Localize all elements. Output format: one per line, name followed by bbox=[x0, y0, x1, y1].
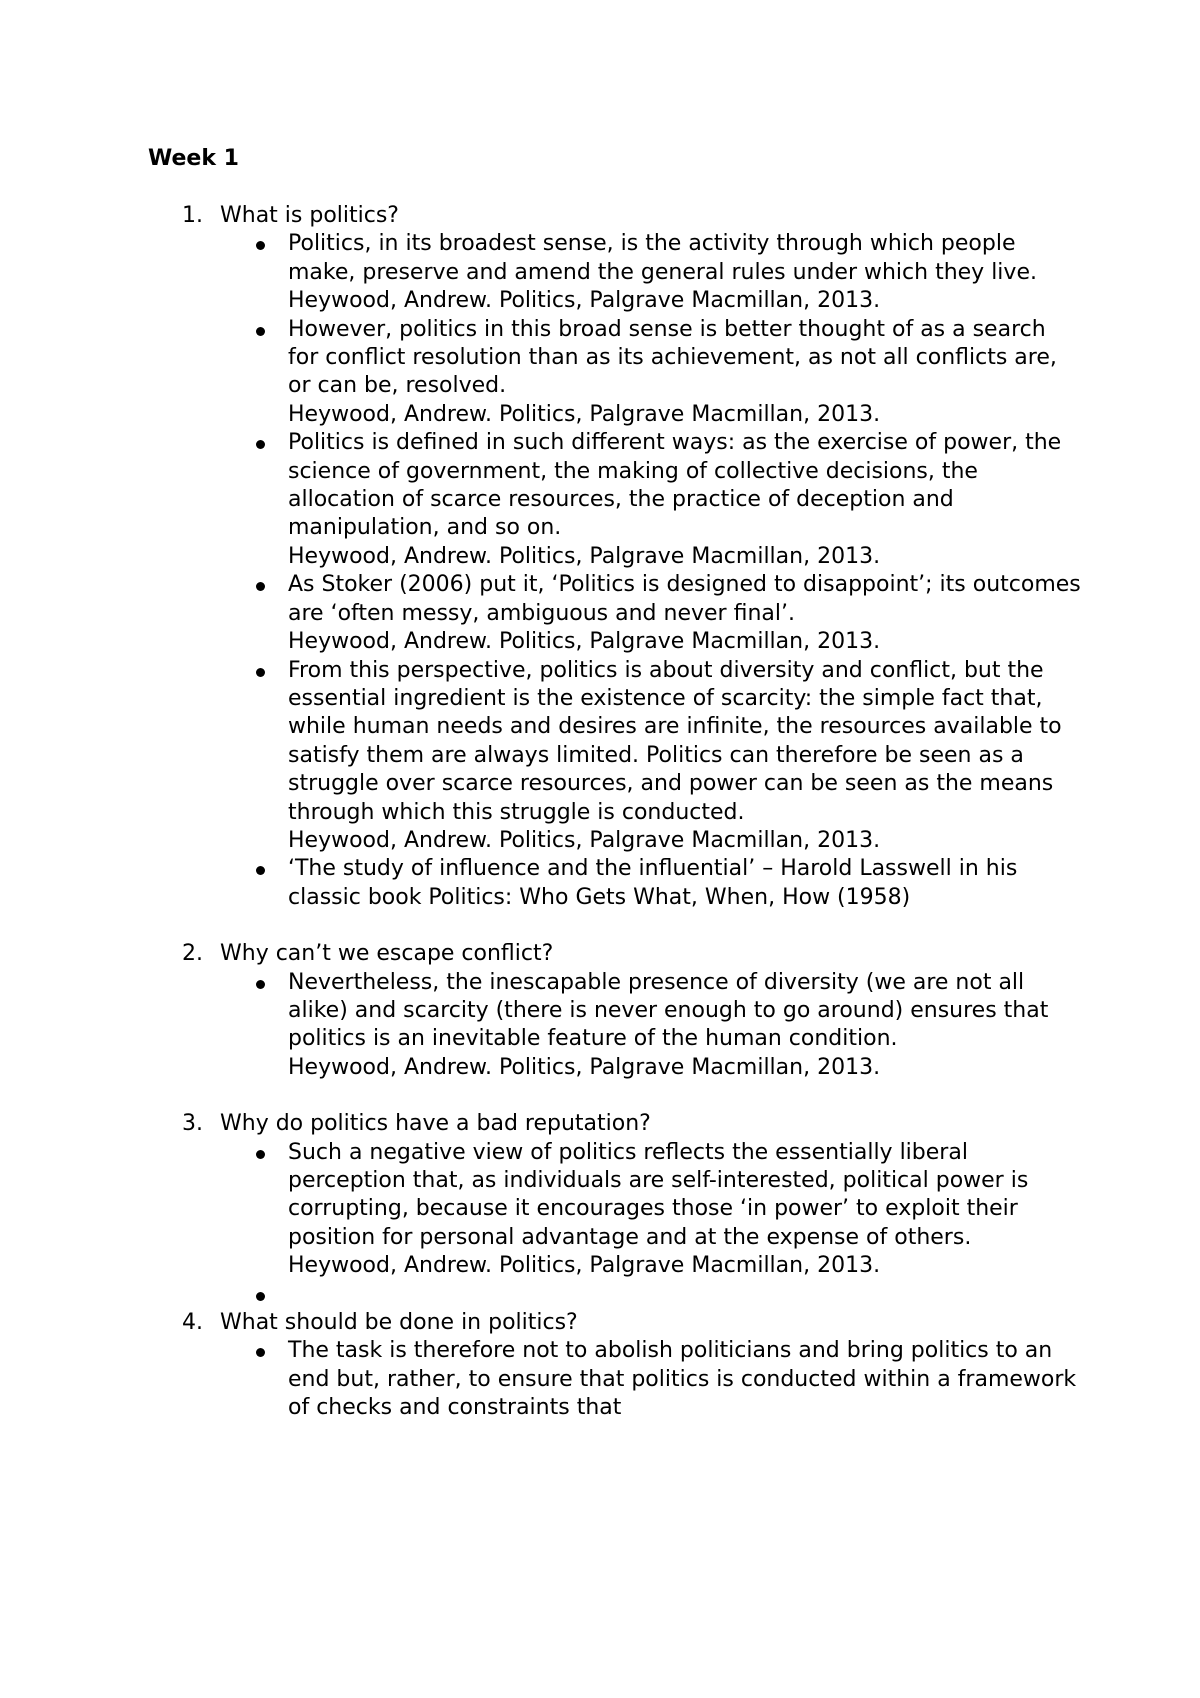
bullet-icon bbox=[254, 855, 288, 912]
question-text: What is politics? bbox=[220, 203, 399, 228]
bullet-item bbox=[254, 1139, 1082, 1281]
bullet-icon bbox=[254, 571, 288, 656]
citation: Heywood, Andrew. Politics, Palgrave Macmillan, 2013. bbox=[288, 827, 881, 853]
bullet-list bbox=[254, 230, 1082, 912]
question-number: 2. bbox=[182, 941, 203, 967]
bullet-text: Nevertheless, the inescapable presence of diversity (we are not all alike) and scarcity (there is never enough to go around) ensures that politics is an inevitable feature of the human condition. bbox=[288, 969, 1049, 1052]
bullet-item bbox=[254, 855, 1082, 912]
bullet-icon bbox=[254, 1281, 288, 1309]
bullet-icon bbox=[254, 1139, 288, 1281]
bullet-list bbox=[254, 1139, 1082, 1309]
bullet-text: ‘The study of influence and the influential’ – Harold Lasswell in his classic book Politics: Who Gets What, When, How (1958) bbox=[288, 856, 1018, 910]
bullet-icon bbox=[254, 316, 288, 430]
bullet-icon bbox=[254, 1337, 288, 1422]
bullet-item bbox=[254, 230, 1082, 315]
bullet-item bbox=[254, 429, 1082, 571]
bullet-list bbox=[254, 969, 1082, 1083]
bullet-item bbox=[254, 1337, 1082, 1422]
bullet-icon bbox=[254, 429, 288, 571]
bullet-text: However, politics in this broad sense is better thought of as a search for conflict resolution than as its achievement, as not all conflicts are, or can be, resolved. bbox=[288, 316, 1057, 399]
bullet-icon bbox=[254, 969, 288, 1083]
bullet-text: Politics is defined in such different ways: as the exercise of power, the science of government, the making of collective decisions, the allocation of scarce resources, the practice of deception and manipulation, and so on. bbox=[288, 430, 1062, 541]
question-item bbox=[182, 202, 1082, 940]
question-text: Why do politics have a bad reputation? bbox=[220, 1111, 651, 1137]
bullet-text: The task is therefore not to abolish politicians and bring politics to an end but, rather, to ensure that politics is conducted within a framework of checks and constraints that bbox=[288, 1338, 1077, 1421]
question-number: 1. bbox=[182, 203, 203, 228]
bullet-text: Politics, in its broadest sense, is the activity through which people make, preserve and amend the general rules under which they live. bbox=[288, 231, 1037, 285]
citation: Heywood, Andrew. Politics, Palgrave Macmillan, 2013. bbox=[288, 1253, 881, 1279]
question-item bbox=[182, 1309, 1082, 1423]
citation: Heywood, Andrew. Politics, Palgrave Macmillan, 2013. bbox=[288, 401, 881, 427]
question-text: What should be done in politics? bbox=[220, 1310, 578, 1336]
question-number: 4. bbox=[182, 1310, 203, 1336]
bullet-item bbox=[254, 316, 1082, 430]
citation: Heywood, Andrew. Politics, Palgrave Macmillan, 2013. bbox=[288, 543, 881, 569]
question-item bbox=[182, 940, 1082, 1110]
bullet-text: As Stoker (2006) put it, ‘Politics is designed to disappoint’; its outcomes are ‘often messy, ambiguous and never final’. bbox=[288, 572, 1081, 626]
page-title: Week 1 bbox=[148, 146, 239, 171]
question-text: Why can’t we escape conflict? bbox=[220, 941, 554, 967]
question-number: 3. bbox=[182, 1111, 203, 1137]
bullet-item bbox=[254, 657, 1082, 856]
citation: Heywood, Andrew. Politics, Palgrave Macmillan, 2013. bbox=[288, 629, 881, 655]
bullet-item-empty bbox=[254, 1281, 1082, 1309]
bullet-item bbox=[254, 969, 1082, 1083]
citation: Heywood, Andrew. Politics, Palgrave Macmillan, 2013. bbox=[288, 288, 881, 314]
bullet-icon bbox=[254, 230, 288, 315]
bullet-text bbox=[288, 1281, 1082, 1309]
bullet-text: Such a negative view of politics reflects the essentially liberal perception that, as individuals are self-interested, political power is corrupting, because it encourages those ‘in power’ to exploit their position for personal advantage and at the expense of others. bbox=[288, 1139, 1029, 1250]
bullet-list bbox=[254, 1337, 1082, 1422]
bullet-icon bbox=[254, 657, 288, 856]
question-list bbox=[182, 202, 1082, 1423]
question-item bbox=[182, 1110, 1082, 1309]
citation: Heywood, Andrew. Politics, Palgrave Macmillan, 2013. bbox=[288, 1054, 881, 1080]
bullet-text: From this perspective, politics is about diversity and conflict, but the essential ingredient is the existence of scarcity: the simple fact that, while human needs and desires are infinite, the resources available to satisfy them are always limited. Politics can therefore be seen as a struggle over scarce resources, and power can be seen as the means through which this struggle is conducted. bbox=[288, 657, 1062, 825]
bullet-item bbox=[254, 571, 1082, 656]
